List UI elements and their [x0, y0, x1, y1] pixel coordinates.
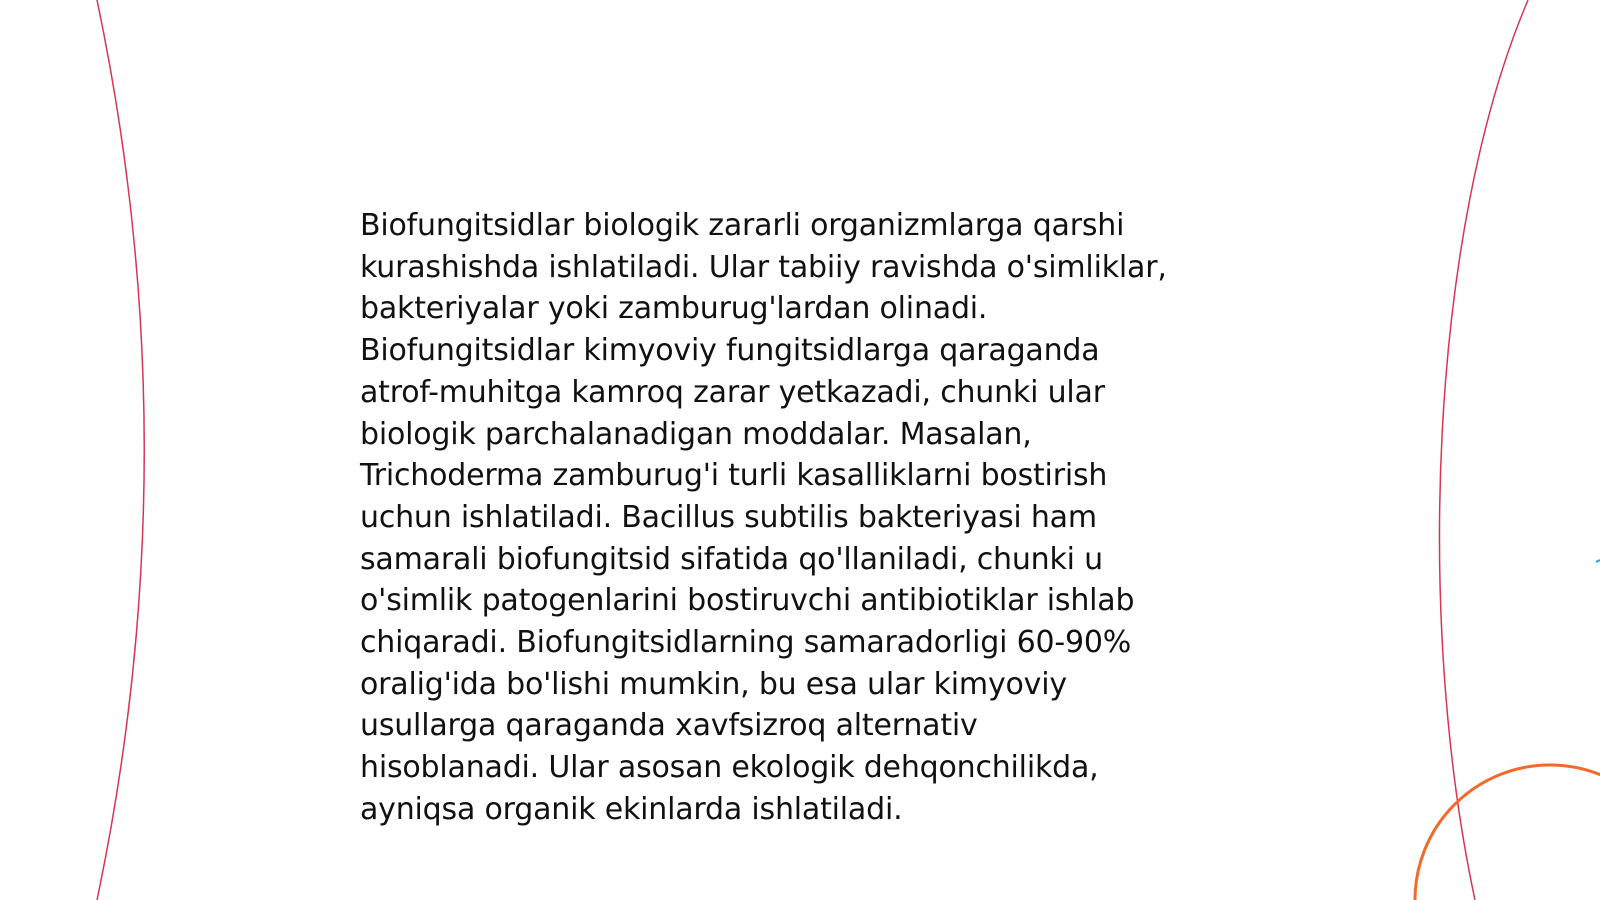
text-line: o'simlik patogenlarini bostiruvchi antibiotiklar ishlab [360, 583, 1135, 619]
text-line: oralig'ida bo'lishi mumkin, bu esa ular kimyoviy [360, 666, 1067, 702]
text-line: Biofungitsidlar kimyoviy fungitsidlarga qaraganda [360, 333, 1100, 369]
text-line: kurashishda ishlatiladi. Ular tabiiy ravishda o'simliklar, [360, 249, 1167, 285]
text-line: chiqaradi. Biofungitsidlarning samaradorligi 60-90% [360, 625, 1132, 661]
text-line: atrof-muhitga kamroq zarar yetkazadi, chunki ular [360, 374, 1105, 410]
text-line: hisoblanadi. Ular asosan ekologik dehqonchilikda, [360, 750, 1099, 786]
corner-circle-decoration [1415, 765, 1600, 900]
body-paragraph [360, 205, 1260, 831]
left-arc-decoration [97, 0, 144, 900]
right-arc-decoration [1439, 0, 1528, 900]
text-line: samarali biofungitsid sifatida qo'llaniladi, chunki u [360, 541, 1103, 577]
edge-accent-decoration [1596, 560, 1600, 562]
text-line: biologik parchalanadigan moddalar. Masalan, [360, 416, 1032, 452]
text-line: uchun ishlatiladi. Bacillus subtilis bakteriyasi ham [360, 499, 1097, 535]
text-line: Trichoderma zamburug'i turli kasalliklarni bostirish [360, 458, 1108, 494]
text-line: ayniqsa organik ekinlarda ishlatiladi. [360, 791, 903, 827]
text-line: Biofungitsidlar biologik zararli organizmlarga qarshi [360, 208, 1125, 243]
text-line: usullarga qaraganda xavfsizroq alternativ [360, 708, 978, 744]
text-line: bakteriyalar yoki zamburug'lardan olinadi. [360, 291, 988, 327]
